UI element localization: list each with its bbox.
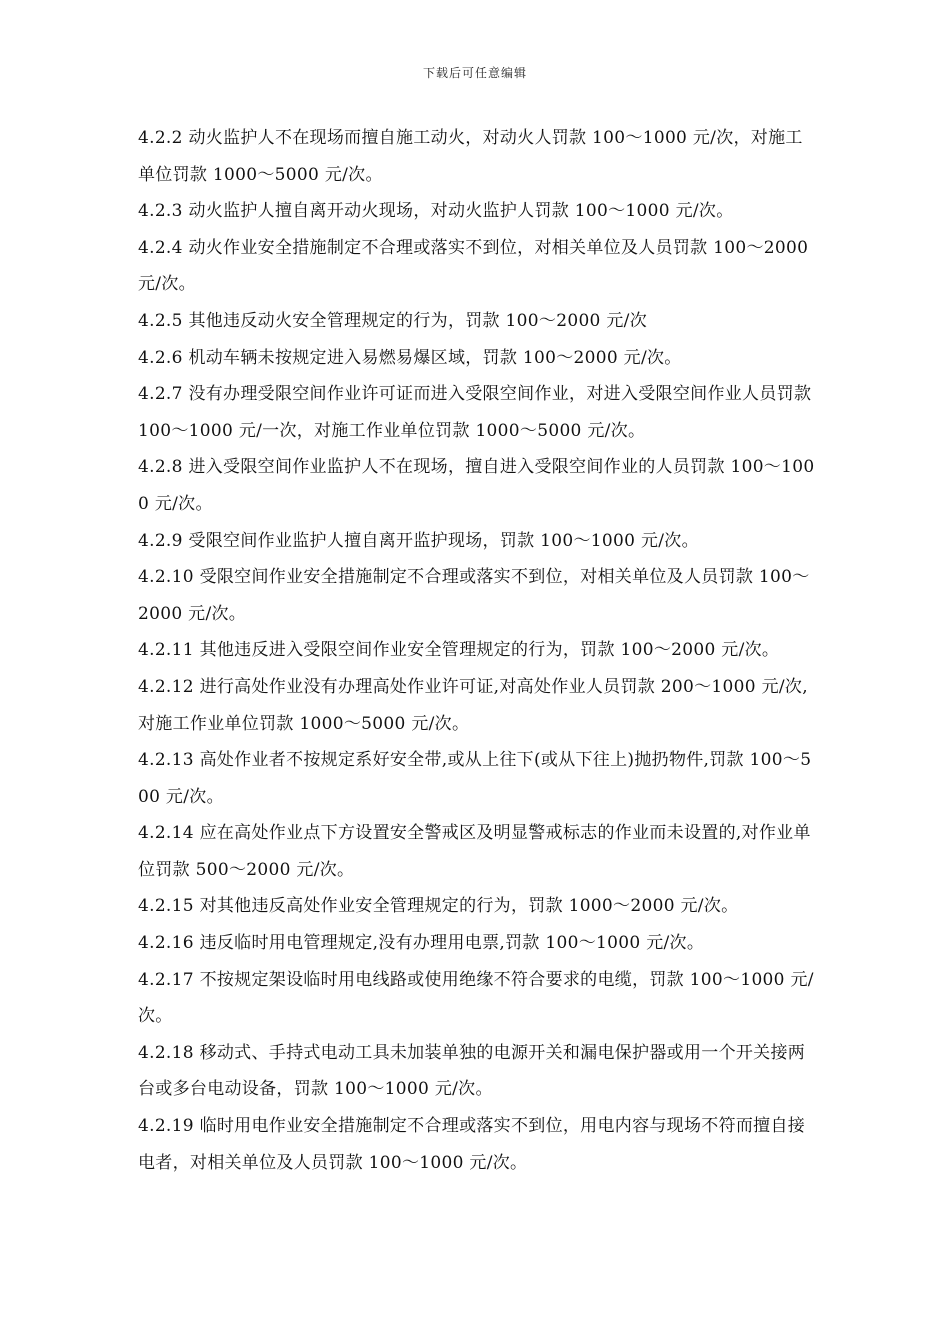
clause-4-2-9: 4.2.9 受限空间作业监护人擅自离开监护现场，罚款 100～1000 元/次。 [138, 530, 699, 551]
clause-4-2-10: 4.2.10 受限空间作业安全措施制定不合理或落实不到位，对相关单位及人员罚款 100～2000 元/次。 [138, 567, 810, 624]
page-header: 下载后可任意编辑 [422, 66, 527, 80]
clause-4-2-7: 4.2.7 没有办理受限空间作业许可证而进入受限空间作业，对进入受限空间作业人员罚款 100～1000 元/一次，对施工作业单位罚款 1000～5000 元/次。 [138, 384, 812, 441]
clause-4-2-12: 4.2.12 进行高处作业没有办理高处作业许可证,对高处作业人员罚款 200～1000 元/次,对施工作业单位罚款 1000～5000 元/次。 [138, 676, 808, 734]
clause-4-2-11: 4.2.11 其他违反进入受限空间作业安全管理规定的行为，罚款 100～2000 元/次。 [138, 640, 780, 661]
clause-4-2-3: 4.2.3 动火监护人擅自离开动火现场，对动火监护人罚款 100～1000 元/次。 [138, 201, 734, 222]
clause-4-2-18: 4.2.18 移动式、手持式电动工具未加装单独的电源开关和漏电保护器或用一个开关接两台或多台电动设备，罚款 100～1000 元/次。 [138, 1042, 806, 1100]
clause-4-2-13: 4.2.13 高处作业者不按规定系好安全带,或从上往下(或从下往上)抛扔物件,罚款 100～500 元/次。 [138, 750, 812, 807]
clause-4-2-8: 4.2.8 进入受限空间作业监护人不在现场，擅自进入受限空间作业的人员罚款 100～1000 元/次。 [138, 457, 815, 514]
clause-4-2-5: 4.2.5 其他违反动火安全管理规定的行为，罚款 100～2000 元/次 [138, 310, 648, 331]
clause-4-2-4: 4.2.4 动火作业安全措施制定不合理或落实不到位，对相关单位及人员罚款 100～2000 元/次。 [138, 237, 809, 295]
clause-4-2-6: 4.2.6 机动车辆未按规定进入易燃易爆区域，罚款 100～2000 元/次。 [138, 347, 682, 368]
clause-4-2-16: 4.2.16 违反临时用电管理规定,没有办理用电票,罚款 100～1000 元/次。 [138, 933, 705, 954]
clause-4-2-2: 4.2.2 动火监护人不在现场而擅自施工动火，对动火人罚款 100～1000 元/次，对施工单位罚款 1000～5000 元/次。 [138, 128, 803, 185]
clause-4-2-19: 4.2.19 临时用电作业安全措施制定不合理或落实不到位，用电内容与现场不符而擅自接电者，对相关单位及人员罚款 100～1000 元/次。 [138, 1116, 806, 1173]
clause-4-2-15: 4.2.15 对其他违反高处作业安全管理规定的行为，罚款 1000～2000 元/次。 [138, 896, 739, 917]
document-body [138, 120, 818, 1181]
clause-4-2-17: 4.2.17 不按规定架设临时用电线路或使用绝缘不符合要求的电缆，罚款 100～1000 元/次。 [138, 969, 814, 1027]
clause-4-2-14: 4.2.14 应在高处作业点下方设置安全警戒区及明显警戒标志的作业而未设置的,对作业单位罚款 500～2000 元/次。 [138, 823, 811, 880]
